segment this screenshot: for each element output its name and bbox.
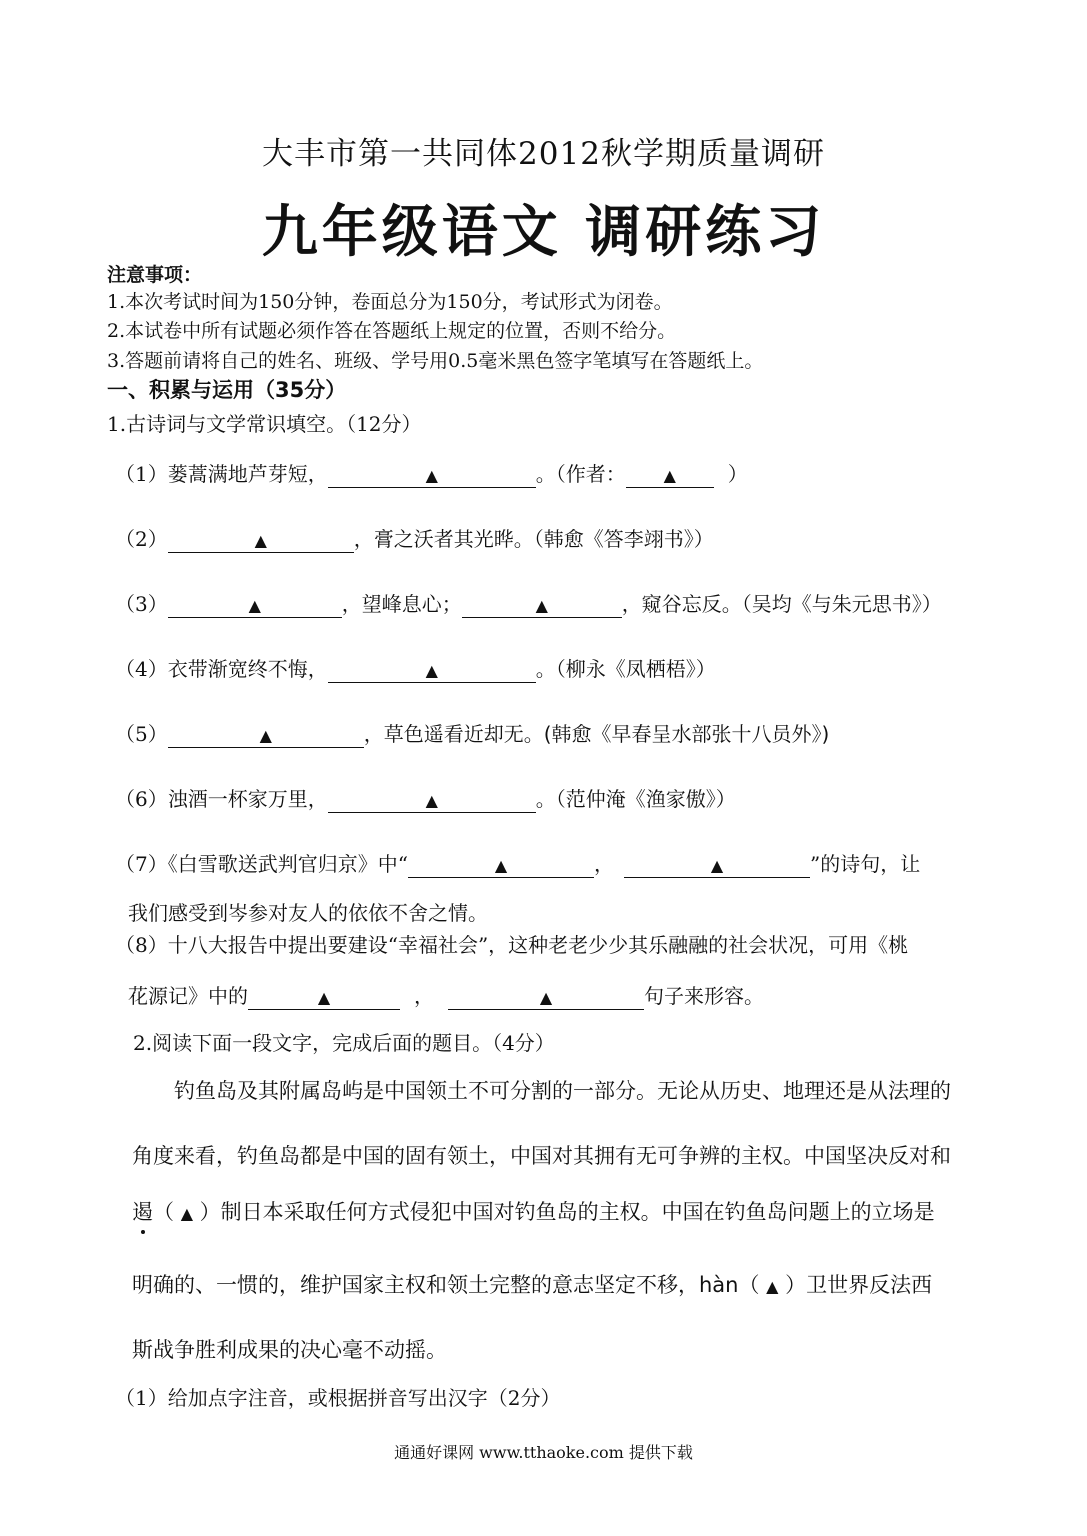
answer-blank[interactable]: ▲ bbox=[168, 528, 354, 553]
fill-item-8: （8）十八大报告中提出要建设“幸福社会”，这种老老少少其乐融融的社会状况，可用《桃 bbox=[115, 933, 909, 957]
answer-blank[interactable]: ▲ bbox=[328, 463, 536, 488]
exam-title: 九年级语文 调研练习 bbox=[261, 200, 826, 265]
passage-line-2: 角度来看，钓鱼岛都是中国的固有领土，中国对其拥有无可争辨的主权。中国坚决反对和 bbox=[132, 1144, 951, 1168]
fill-item-7: （7）《白雪歌送武判官归京》中“ ▲ ， ▲ ”的诗句，让 bbox=[115, 852, 921, 876]
answer-blank[interactable]: ▲ bbox=[328, 788, 536, 813]
passage-line-5: 斯战争胜利成果的决心毫不动摇。 bbox=[132, 1338, 447, 1362]
section-1-heading: 一、积累与运用（35分） bbox=[107, 378, 347, 402]
fill-item-1: （1）蒌蒿满地芦芽短， ▲ 。（作者： ▲ ） bbox=[115, 462, 748, 486]
passage-line-4: 明确的、一惯的，维护国家主权和领土完整的意志坚定不移，hàn（ ▲ ）卫世界反法西 bbox=[132, 1273, 933, 1297]
answer-blank[interactable]: ▲ bbox=[168, 723, 364, 748]
fill-item-6: （6）浊酒一杯家万里， ▲ 。（范仲淹《渔家傲》） bbox=[115, 787, 736, 811]
answer-blank[interactable]: ▲ bbox=[624, 853, 810, 878]
answer-blank[interactable]: ▲ bbox=[462, 593, 622, 618]
fill-item-2: （2） ▲ ，膏之沃者其光晔。（韩愈《答李翊书》） bbox=[115, 527, 714, 551]
exam-subtitle: 大丰市第一共同体2012秋学期质量调研 bbox=[262, 136, 825, 172]
question-2: 2.阅读下面一段文字，完成后面的题目。（4分） bbox=[133, 1031, 555, 1055]
notice-item-1: 1.本次考试时间为150分钟，卷面总分为150分，考试形式为闭卷。 bbox=[107, 291, 673, 313]
dotted-char: 遏 bbox=[132, 1196, 153, 1226]
answer-blank[interactable]: ▲ bbox=[408, 853, 594, 878]
answer-blank[interactable]: ▲ bbox=[448, 985, 644, 1010]
notice-item-2: 2.本试卷中所有试题必须作答在答题纸上规定的位置，否则不给分。 bbox=[107, 320, 677, 342]
page-footer: 通通好课网 www.tthaoke.com 提供下载 bbox=[394, 1443, 693, 1462]
question-1: 1.古诗词与文学常识填空。（12分） bbox=[107, 412, 422, 436]
answer-blank[interactable]: ▲ bbox=[626, 463, 714, 488]
fill-item-4: （4）衣带渐宽终不悔， ▲ 。（柳永《凤栖梧》） bbox=[115, 657, 716, 681]
answer-blank[interactable]: ▲ bbox=[180, 1204, 193, 1223]
notice-heading: 注意事项： bbox=[107, 264, 203, 286]
answer-blank[interactable]: ▲ bbox=[766, 1277, 779, 1296]
fill-item-3: （3） ▲ ，望峰息心； ▲ ，窥谷忘反。（吴均《与朱元思书》） bbox=[115, 592, 942, 616]
passage-line-3: 遏（ ▲ ）制日本采取任何方式侵犯中国对钓鱼岛的主权。中国在钓鱼岛问题上的立场是 bbox=[132, 1196, 935, 1226]
fill-item-5: （5） ▲ ，草色遥看近却无。(韩愈《早春呈水部张十八员外》) bbox=[115, 722, 830, 746]
answer-blank[interactable]: ▲ bbox=[168, 593, 342, 618]
answer-blank[interactable]: ▲ bbox=[248, 985, 400, 1010]
fill-item-8-cont: 花源记》中的 ▲ ， ▲ 句子来形容。 bbox=[128, 984, 764, 1008]
notice-item-3: 3.答题前请将自己的姓名、班级、学号用0.5毫米黑色签字笔填写在答题纸上。 bbox=[107, 350, 764, 372]
passage-line-1: 钓鱼岛及其附属岛屿是中国领土不可分割的一部分。无论从历史、地理还是从法理的 bbox=[174, 1079, 951, 1103]
question-2-1: （1）给加点字注音，或根据拼音写出汉字（2分） bbox=[115, 1386, 561, 1410]
fill-item-7-cont: 我们感受到岑参对友人的依依不舍之情。 bbox=[128, 901, 488, 925]
answer-blank[interactable]: ▲ bbox=[328, 658, 536, 683]
